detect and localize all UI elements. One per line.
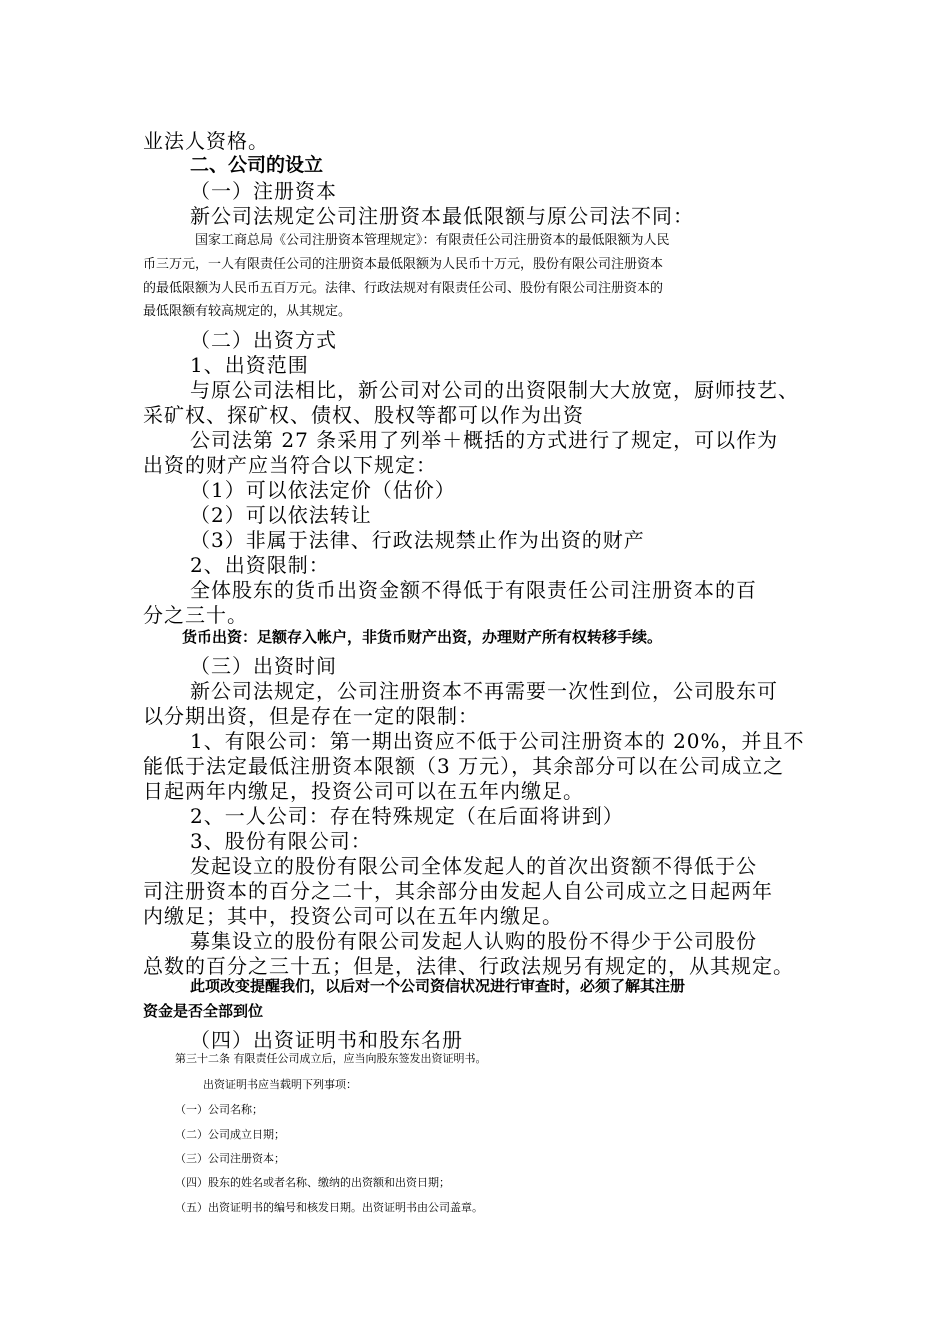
bold-note: 货币出资：足额存入帐户，非货币财产出资，办理财产所有权转移手续。 bbox=[182, 628, 663, 646]
text-line: 发起设立的股份有限公司全体发起人的首次出资额不得低于公 bbox=[190, 854, 757, 878]
article-item: （一）公司名称； bbox=[175, 1103, 263, 1116]
quote-line: 币三万元，一人有限责任公司的注册资本最低限额为人民币十万元，股份有限公司注册资本 bbox=[143, 257, 664, 272]
text-line: 1、出资范围 bbox=[190, 353, 309, 377]
article-line: 出资证明书应当载明下列事项： bbox=[203, 1078, 357, 1091]
text-line: 3、股份有限公司： bbox=[190, 829, 372, 853]
text-line: 采矿权、探矿权、债权、股权等都可以作为出资 bbox=[143, 403, 584, 427]
quote-line: 的最低限额为人民币五百万元。法律、行政法规对有限责任公司、股份有限公司注册资本的 bbox=[143, 281, 664, 296]
article-item: （三）公司注册资本； bbox=[175, 1152, 285, 1165]
section-heading: 二、公司的设立 bbox=[190, 154, 324, 176]
article-item: （五）出资证明书的编号和核发日期。出资证明书由公司盖章。 bbox=[175, 1201, 483, 1214]
text-line: 与原公司法相比，新公司对公司的出资限制大大放宽，厨师技艺、 bbox=[190, 378, 799, 402]
bold-note: 此项改变提醒我们，以后对一个公司资信状况进行审查时，必须了解其注册 bbox=[190, 977, 686, 995]
text-line: 分之三十。 bbox=[143, 603, 248, 627]
text-line: 以分期出资，但是存在一定的限制： bbox=[143, 704, 479, 728]
subsection-heading: （一）注册资本 bbox=[190, 179, 337, 203]
text-line: 新公司法规定，公司注册资本不再需要一次性到位，公司股东可 bbox=[190, 679, 778, 703]
article-item: （四）股东的姓名或者名称、缴纳的出资额和出资日期； bbox=[175, 1176, 450, 1189]
list-item: （3）非属于法律、行政法规禁止作为出资的财产 bbox=[190, 528, 645, 552]
text-line: 日起两年内缴足，投资公司可以在五年内缴足。 bbox=[143, 779, 584, 803]
text-line: 业法人资格。 bbox=[143, 129, 269, 153]
quote-line: 国家工商总局《公司注册资本管理规定》：有限责任公司注册资本的最低限额为人民 bbox=[195, 233, 670, 248]
subsection-heading: （二）出资方式 bbox=[190, 328, 337, 352]
article-item: （二）公司成立日期； bbox=[175, 1128, 285, 1141]
text-line: 募集设立的股份有限公司发起人认购的股份不得少于公司股份 bbox=[190, 929, 757, 953]
text-line: 2、出资限制： bbox=[190, 553, 330, 577]
text-line: 司注册资本的百分之二十，其余部分由发起人自公司成立之日起两年 bbox=[143, 879, 773, 903]
list-item: （1）可以依法定价（估价） bbox=[190, 478, 456, 502]
quote-line: 最低限额有较高规定的，从其规定。 bbox=[143, 304, 352, 319]
text-line: 出资的财产应当符合以下规定： bbox=[143, 453, 437, 477]
text-line: 1、有限公司：第一期出资应不低于公司注册资本的 20%，并且不 bbox=[190, 729, 805, 753]
bold-note: 资金是否全部到位 bbox=[143, 1002, 264, 1020]
subsection-heading: （三）出资时间 bbox=[190, 654, 337, 678]
text-line: 能低于法定最低注册资本限额（3 万元），其余部分可以在公司成立之 bbox=[143, 754, 785, 778]
list-item: （2）可以依法转让 bbox=[190, 503, 372, 527]
subsection-heading: （四）出资证明书和股东名册 bbox=[190, 1028, 463, 1052]
text-line: 2、一人公司：存在特殊规定（在后面将讲到） bbox=[190, 804, 624, 828]
text-line: 新公司法规定公司注册资本最低限额与原公司法不同： bbox=[190, 204, 694, 228]
text-line: 总数的百分之三十五；但是，法律、行政法规另有规定的，从其规定。 bbox=[143, 954, 794, 978]
text-line: 公司法第 27 条采用了列举＋概括的方式进行了规定，可以作为 bbox=[190, 428, 779, 452]
article-line: 第三十二条 有限责任公司成立后，应当向股东签发出资证明书。 bbox=[175, 1052, 487, 1065]
text-line: 全体股东的货币出资金额不得低于有限责任公司注册资本的百 bbox=[190, 578, 757, 602]
text-line: 内缴足；其中，投资公司可以在五年内缴足。 bbox=[143, 904, 563, 928]
